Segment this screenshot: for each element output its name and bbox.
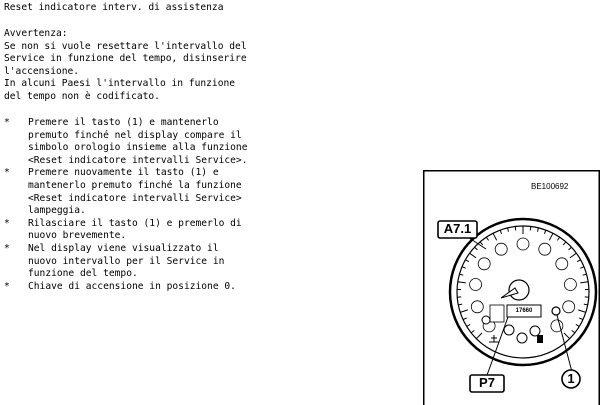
step-line: <Reset indicatore intervalli Service>. [28, 154, 248, 166]
step-line: Nel display viene visualizzato il [28, 242, 219, 254]
gauge-numeral-mark [539, 243, 551, 255]
gauge-tick [530, 227, 531, 231]
gauge-numeral-mark [471, 301, 483, 313]
warning-line: l'accensione. [4, 65, 80, 77]
step-line: premuto finché nel display compare il [28, 129, 242, 141]
fuel-icon [537, 335, 543, 343]
gauge-numeral-mark [556, 258, 568, 270]
warning-line: Se non si vuole resettare l'intervallo del [4, 40, 247, 52]
step-item [4, 243, 248, 281]
speedometer-figure [423, 170, 600, 405]
callout-label-a71: A7.1 [443, 221, 472, 236]
page-title: Reset indicatore interv. di assistenza [4, 2, 224, 13]
step-line: Premere nuovamente il tasto (1) e [28, 167, 219, 179]
step-line: Premere il tasto (1) e mantenerlo [28, 117, 219, 128]
odometer-reading: 17660 [515, 308, 533, 314]
callout-label-p7: P7 [479, 375, 495, 390]
bullet-marker: * [4, 242, 10, 254]
step-item [4, 167, 248, 217]
step-line: simbolo orologio insieme alla funzione [28, 142, 248, 154]
procedure-steps [4, 117, 248, 293]
gauge-tick [515, 227, 516, 231]
warning-heading: Avvertenza: [4, 28, 68, 39]
step-line: nuovo intervallo per il Service in [28, 255, 225, 267]
gauge-numeral-mark [470, 279, 482, 291]
step-line: funzione del tempo. [28, 268, 138, 280]
step-item [4, 281, 248, 294]
step-item [4, 218, 248, 243]
step-line: Chiave di accensione in posizione 0. [28, 280, 236, 292]
step-line: <Reset indicatore intervalli Service> [28, 192, 242, 204]
step-line: nuovo brevemente. [28, 230, 127, 242]
speedometer-illustration [423, 170, 600, 405]
callout-label-1: 1 [567, 371, 575, 386]
km-label-box [490, 305, 504, 322]
step-line: lampeggia. [28, 205, 86, 217]
warning-line: del tempo non è codificato. [4, 90, 160, 102]
bullet-marker: * [4, 117, 10, 128]
figure-code: BE100692 [531, 182, 569, 191]
step-line: mantenerlo premuto finché la funzione [28, 179, 242, 191]
reset-button-1 [552, 307, 560, 315]
bullet-marker: * [4, 217, 10, 229]
warning-block [4, 28, 247, 104]
step-item [4, 117, 248, 167]
gauge-numeral-mark [495, 243, 507, 255]
gauge-numeral-mark [564, 279, 576, 291]
gauge-numeral-mark [478, 258, 490, 270]
step-line: Rilasciare il tasto (1) e premerlo di [28, 217, 242, 229]
gauge-numeral-mark [517, 238, 529, 250]
bullet-marker: * [4, 167, 10, 179]
warning-line: Service in funzione del tempo, disinserire [4, 53, 247, 65]
warning-line: In alcuni Paesi l'intervallo in funzione [4, 78, 236, 90]
bullet-marker: * [4, 280, 10, 292]
gauge-numeral-mark [563, 301, 575, 313]
